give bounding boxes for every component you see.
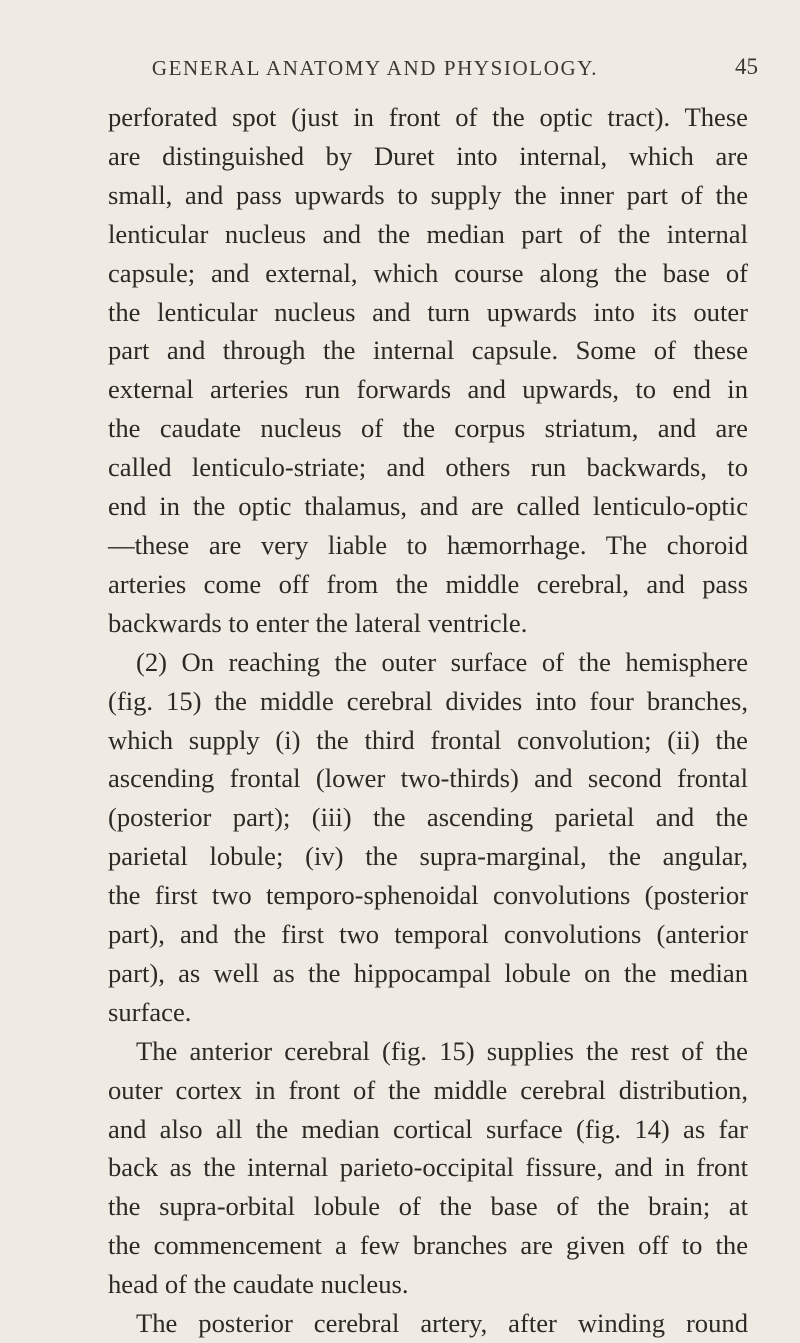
text-line: lenticular nucleus and the median part of the internal <box>108 218 748 249</box>
text-line: head of the caudate nucleus. <box>108 1269 409 1300</box>
text-line: part), and the first two temporal convolutions (anterior <box>108 919 748 950</box>
text-line: external arteries run forwards and upwards, to end in <box>108 374 748 405</box>
paragraph-4 <box>108 1304 748 1343</box>
text-line: the first two temporo-sphenoidal convolutions (posterior <box>108 880 748 911</box>
text-line: back as the internal parieto-occipital fissure, and in front <box>108 1152 748 1183</box>
text-line: (2) On reaching the outer surface of the hemisphere <box>136 646 748 677</box>
text-line: small, and pass upwards to supply the inner part of the <box>108 179 748 210</box>
text-line: capsule; and external, which course along the base of <box>108 257 748 288</box>
text-line: (fig. 15) the middle cerebral divides into four branches, <box>108 685 748 716</box>
paragraph-2 <box>108 643 748 1032</box>
text-line: the caudate nucleus of the corpus striatum, and are <box>108 413 748 444</box>
text-line: and also all the median cortical surface (fig. 14) as far <box>108 1113 748 1144</box>
text-line: (posterior part); (iii) the ascending parietal and the <box>108 802 748 833</box>
paragraph-1 <box>108 98 748 643</box>
page-number: 45 <box>735 54 758 79</box>
text-line: which supply (i) the third frontal convolution; (ii) the <box>108 724 748 755</box>
text-line: parietal lobule; (iv) the supra-marginal, the angular, <box>108 841 748 872</box>
text-line: backwards to enter the lateral ventricle. <box>108 607 528 638</box>
text-line: are distinguished by Duret into internal, which are <box>108 140 748 171</box>
text-line: the lenticular nucleus and turn upwards into its outer <box>108 296 748 327</box>
text-line: end in the optic thalamus, and are called lenticulo-optic <box>108 491 748 522</box>
text-line: the commencement a few branches are given off to the <box>108 1230 748 1261</box>
text-line: the supra-orbital lobule of the base of the brain; at <box>108 1191 748 1222</box>
paragraph-3 <box>108 1032 748 1304</box>
text-line: outer cortex in front of the middle cerebral distribution, <box>108 1074 748 1105</box>
running-head: GENERAL ANATOMY AND PHYSIOLOGY. <box>151 56 599 80</box>
text-line: arteries come off from the middle cerebral, and pass <box>108 568 748 599</box>
text-line: The anterior cerebral (fig. 15) supplies the rest of the <box>136 1035 748 1066</box>
body-text <box>108 98 748 1343</box>
text-line: —these are very liable to hæmorrhage. The choroid <box>108 529 748 560</box>
text-line: perforated spot (just in front of the optic tract). These <box>108 102 748 132</box>
text-line: part and through the internal capsule. Some of these <box>108 335 748 366</box>
text-line: surface. <box>108 996 192 1027</box>
text-line: part), as well as the hippocampal lobule on the median <box>108 957 748 988</box>
text-line: called lenticulo-striate; and others run backwards, to <box>108 452 748 483</box>
text-line: ascending frontal (lower two-thirds) and second frontal <box>108 763 748 794</box>
text-line: The posterior cerebral artery, after winding round <box>136 1308 748 1339</box>
